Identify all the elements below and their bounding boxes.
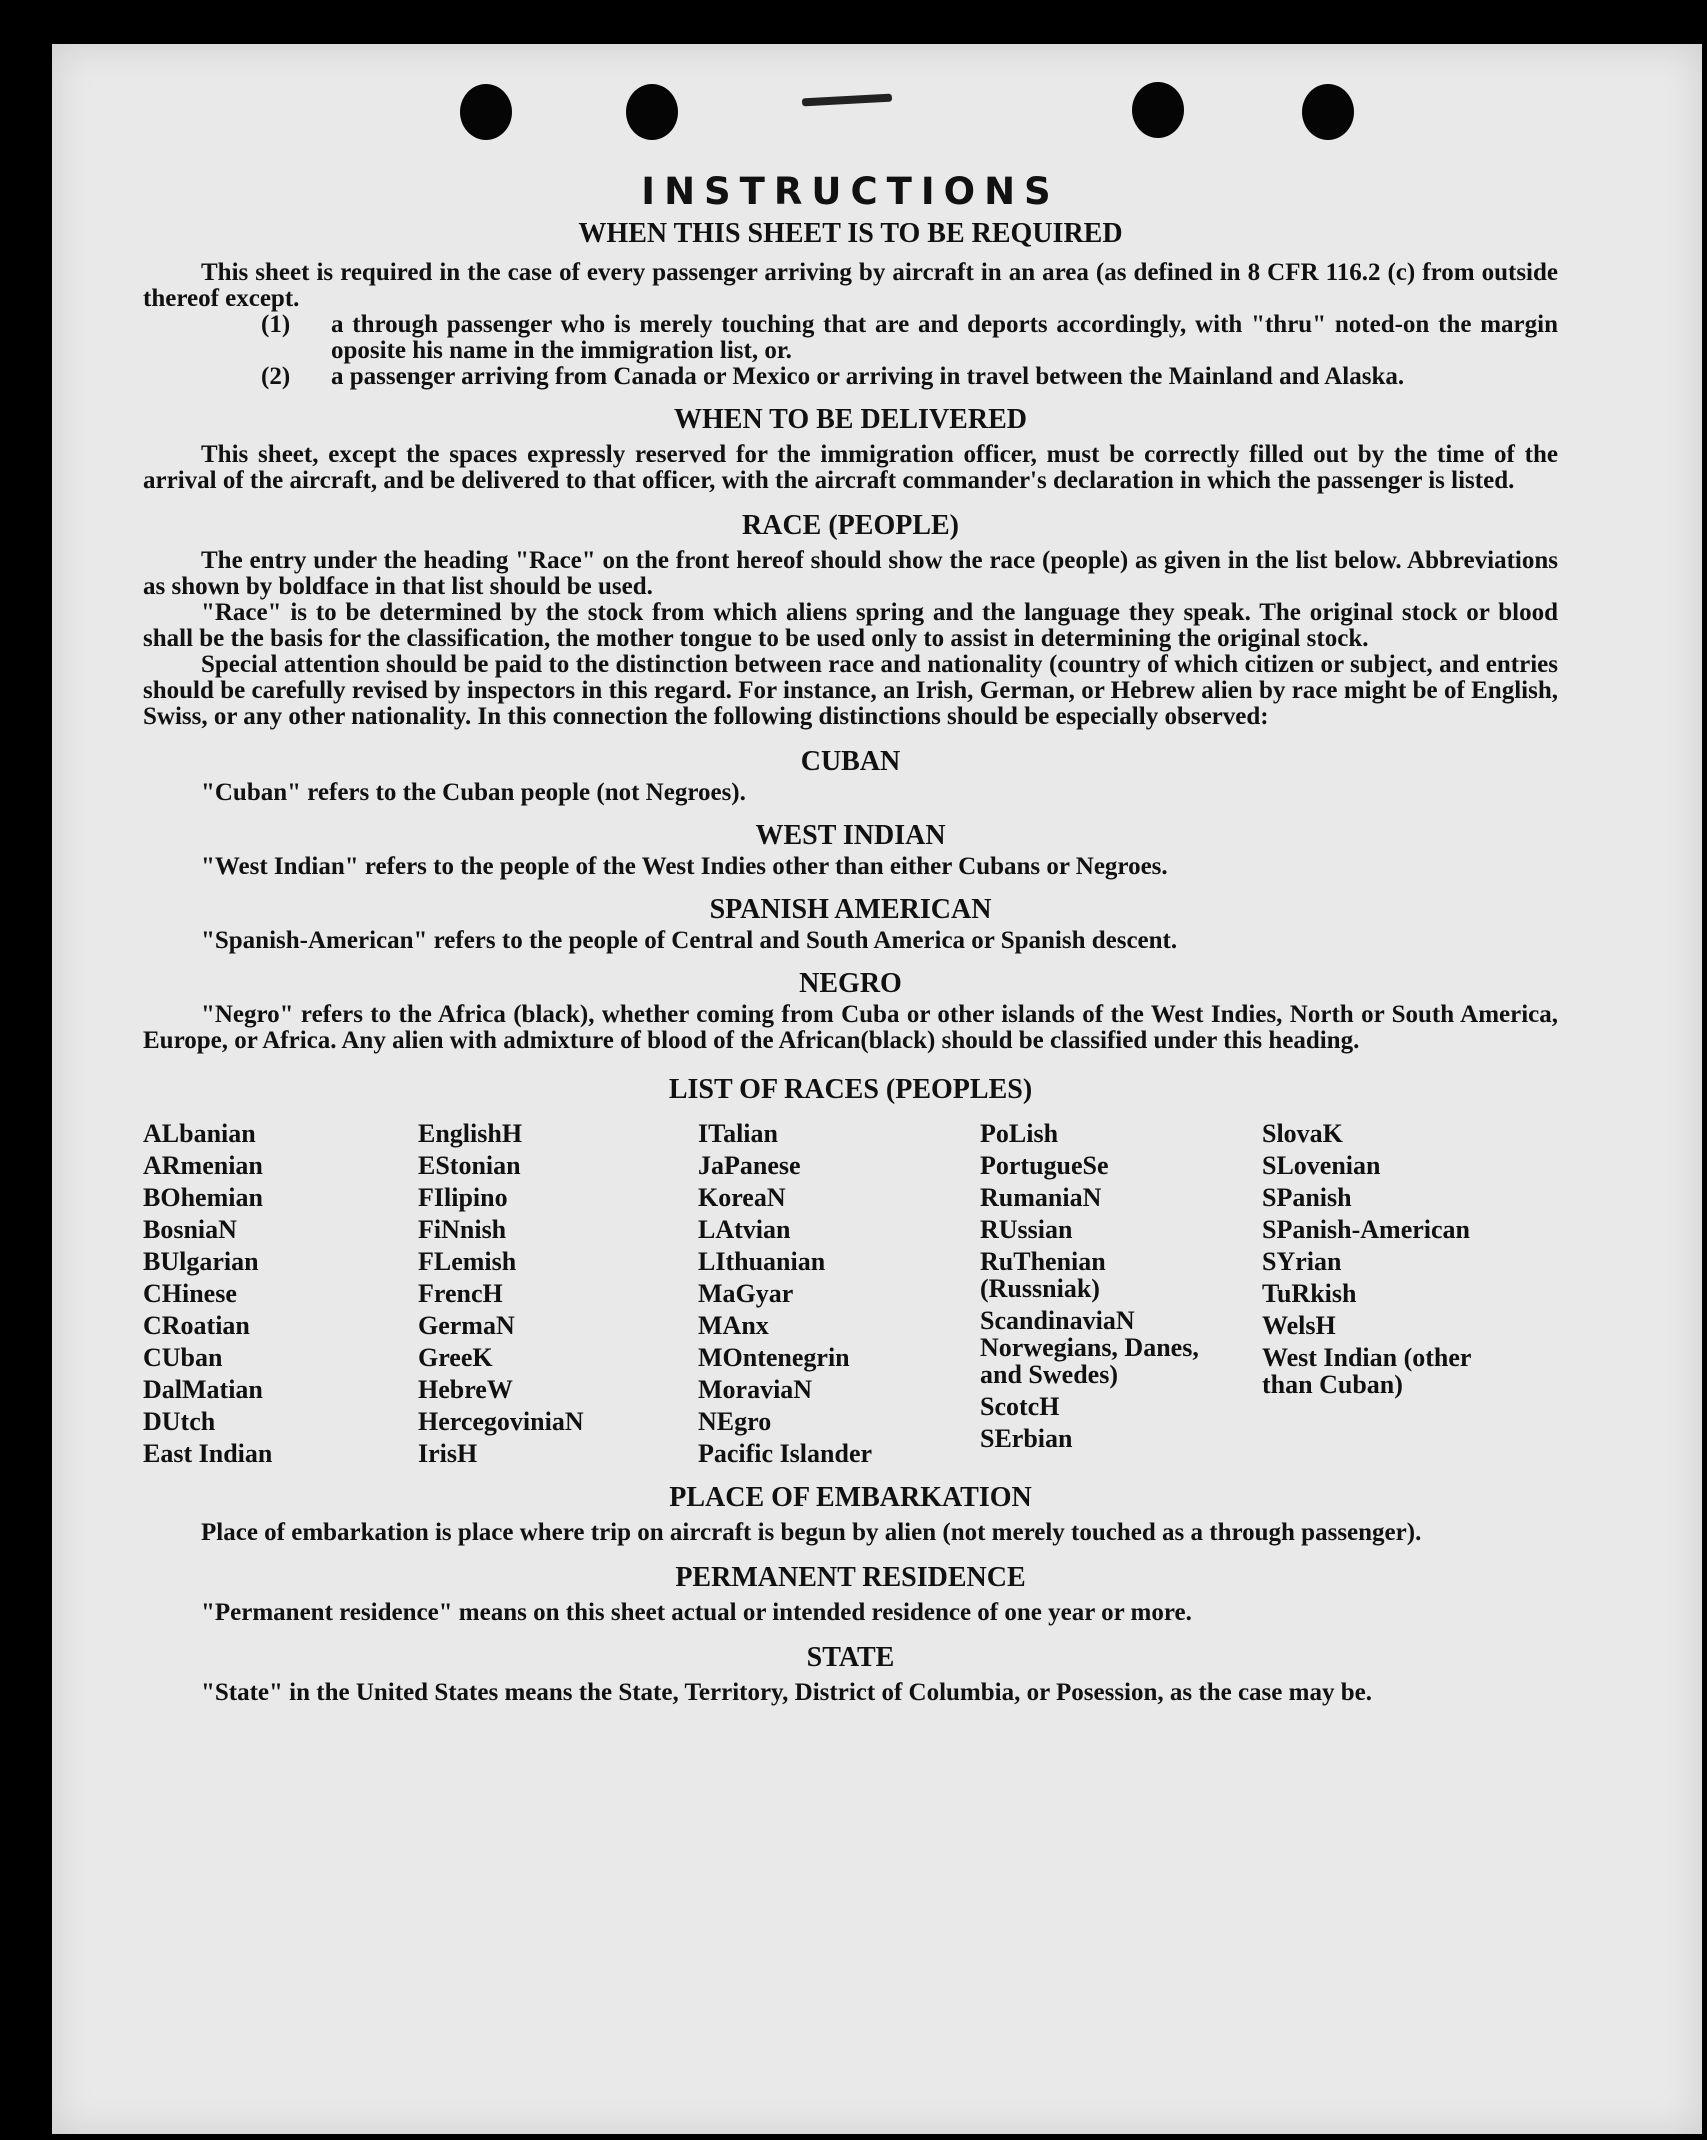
spanish-american-paragraph: "Spanish-American" refers to the people of Central and South America or Spanish descent. xyxy=(201,927,1178,954)
race-entry: ALbanian xyxy=(143,1119,256,1148)
race-entry: SErbian xyxy=(980,1424,1073,1453)
race-entry: CRoatian xyxy=(143,1311,250,1340)
cuban-heading: CUBAN xyxy=(800,746,901,777)
race-entry: FLemish xyxy=(418,1247,517,1276)
west-indian-heading: WEST INDIAN xyxy=(755,820,946,851)
page-title: INSTRUCTIONS xyxy=(641,170,1060,213)
race-paragraph: Special attention should be paid to the distinction between race and nationality (country of which citizen or subject, and entries should be carefully revised by inspectors in this regard. For instance, an Irish, German, or Hebrew alien by race might be of English, Swiss, or any other nationality. In this connection the following distinctions should be especially observed: xyxy=(143,651,1558,730)
race-entry: MAnx xyxy=(698,1311,769,1340)
race-entry: Pacific Islander xyxy=(698,1439,873,1468)
when-delivered-heading: WHEN TO BE DELIVERED xyxy=(674,404,1027,435)
race-entry: ARmenian xyxy=(143,1151,263,1180)
race-list-heading: LIST OF RACES (PEOPLES) xyxy=(668,1074,1033,1105)
race-entry: FiNnish xyxy=(418,1215,507,1244)
punch-hole xyxy=(460,84,512,140)
race-entry: DalMatian xyxy=(143,1375,263,1404)
race-entry: HercegoviniaN xyxy=(418,1407,584,1436)
race-entry: BOhemian xyxy=(143,1183,263,1212)
cuban-paragraph: "Cuban" refers to the Cuban people (not Negroes). xyxy=(201,779,746,806)
punch-hole xyxy=(626,84,678,140)
race-entry: East Indian xyxy=(143,1439,273,1468)
negro-heading: NEGRO xyxy=(799,968,902,999)
race-column xyxy=(698,1118,980,1470)
race-heading: RACE (PEOPLE) xyxy=(742,510,959,541)
race-entry: MoraviaN xyxy=(698,1375,813,1404)
race-entry: BosniaN xyxy=(143,1215,237,1244)
race-entry: DUtch xyxy=(143,1407,216,1436)
race-entry: EStonian xyxy=(418,1151,521,1180)
race-entry: WelsH xyxy=(1262,1311,1336,1340)
race-entry: SLovenian xyxy=(1262,1151,1381,1180)
race-column xyxy=(143,1118,418,1470)
exception-number: (2) xyxy=(261,363,291,390)
when-required-paragraph: This sheet is required in the case of every passenger arriving by aircraft in an area (as defined in 8 CFR 116.2 (c) from outside thereof except. xyxy=(143,259,1558,312)
race-column xyxy=(980,1118,1262,1470)
exception-text: a passenger arriving from Canada or Mexico or arriving in travel between the Mainland and Alaska. xyxy=(331,363,1405,390)
race-entry: NEgro xyxy=(698,1407,772,1436)
race-entry: JaPanese xyxy=(698,1151,801,1180)
race-entry: IrisH xyxy=(418,1439,478,1468)
exception-number: (1) xyxy=(261,311,291,338)
race-entry: RumaniaN xyxy=(980,1183,1102,1212)
race-entry: PoLish xyxy=(980,1119,1059,1148)
race-entry: FIlipino xyxy=(418,1183,508,1212)
race-entry: FrencH xyxy=(418,1279,503,1308)
race-entry: ScotcH xyxy=(980,1392,1060,1421)
race-entry: EnglishH xyxy=(418,1119,523,1148)
race-entry: RUssian xyxy=(980,1215,1073,1244)
race-entry: SlovaK xyxy=(1262,1119,1343,1148)
embarkation-paragraph: Place of embarkation is place where trip on aircraft is begun by alien (not merely touched as a through passenger). xyxy=(201,1519,1422,1546)
when-required-heading: WHEN THIS SHEET IS TO BE REQUIRED xyxy=(578,218,1123,249)
race-entry: ScandinaviaN Norwegians, Danes, and Swedes) xyxy=(980,1306,1199,1389)
race-entry: BUlgarian xyxy=(143,1247,259,1276)
race-paragraph: The entry under the heading "Race" on the front hereof should show the race (people) as given in the list below. Abbreviations as shown by boldface in that list should be used. xyxy=(143,547,1558,600)
race-entry: GreeK xyxy=(418,1343,493,1372)
punch-hole xyxy=(1132,82,1184,138)
race-entry: PortugueSe xyxy=(980,1151,1109,1180)
exception-item xyxy=(261,364,1558,390)
race-list xyxy=(143,1118,1558,1470)
race-entry: KoreaN xyxy=(698,1183,786,1212)
race-entry: MaGyar xyxy=(698,1279,794,1308)
race-entry: HebreW xyxy=(418,1375,513,1404)
race-entry: SPanish-American xyxy=(1262,1215,1470,1244)
when-delivered-paragraph: This sheet, except the spaces expressly reserved for the immigration officer, must be correctly filled out by the time of the arrival of the aircraft, and be delivered to that officer, with the aircraft commander's declaration in which the passenger is listed. xyxy=(143,441,1558,494)
embarkation-heading: PLACE OF EMBARKATION xyxy=(669,1482,1032,1513)
exception-text: a through passenger who is merely touching that are and deports accordingly, with "thru" noted-on the margin oposite his name in the immigration list, or. xyxy=(331,311,1558,364)
exception-item xyxy=(261,312,1558,364)
permanent-residence-paragraph: "Permanent residence" means on this sheet actual or intended residence of one year or more. xyxy=(201,1599,1192,1626)
race-entry: LAtvian xyxy=(698,1215,791,1244)
permanent-residence-heading: PERMANENT RESIDENCE xyxy=(675,1562,1026,1593)
punch-hole xyxy=(1302,84,1354,140)
race-entry: TuRkish xyxy=(1262,1279,1357,1308)
negro-paragraph: "Negro" refers to the Africa (black), whether coming from Cuba or other islands of the West Indies, North or South America, Europe, or Africa. Any alien with admixture of blood of the African(black) should be classified under this heading. xyxy=(143,1001,1558,1054)
race-entry: West Indian (other than Cuban) xyxy=(1262,1343,1471,1399)
race-column xyxy=(1262,1118,1558,1470)
race-entry: CUban xyxy=(143,1343,223,1372)
race-entry: MOntenegrin xyxy=(698,1343,850,1372)
state-heading: STATE xyxy=(806,1642,895,1673)
race-entry: RuThenian (Russniak) xyxy=(980,1247,1106,1303)
spanish-american-heading: SPANISH AMERICAN xyxy=(709,894,992,925)
ink-mark xyxy=(802,94,892,107)
race-column xyxy=(418,1118,698,1470)
instructions-content xyxy=(143,170,1558,1706)
race-entry: SYrian xyxy=(1262,1247,1342,1276)
race-entry: CHinese xyxy=(143,1279,237,1308)
west-indian-paragraph: "West Indian" refers to the people of the West Indies other than either Cubans or Negroes. xyxy=(201,853,1168,880)
race-paragraph: "Race" is to be determined by the stock from which aliens spring and the language they speak. The original stock or blood shall be the basis for the classification, the mother tongue to be used only to assist in determining the original stock. xyxy=(143,599,1558,652)
state-paragraph: "State" in the United States means the State, Territory, District of Columbia, or Posession, as the case may be. xyxy=(201,1679,1372,1706)
race-entry: SPanish xyxy=(1262,1183,1352,1212)
race-entry: LIthuanian xyxy=(698,1247,826,1276)
race-entry: ITalian xyxy=(698,1119,778,1148)
race-entry: GermaN xyxy=(418,1311,515,1340)
